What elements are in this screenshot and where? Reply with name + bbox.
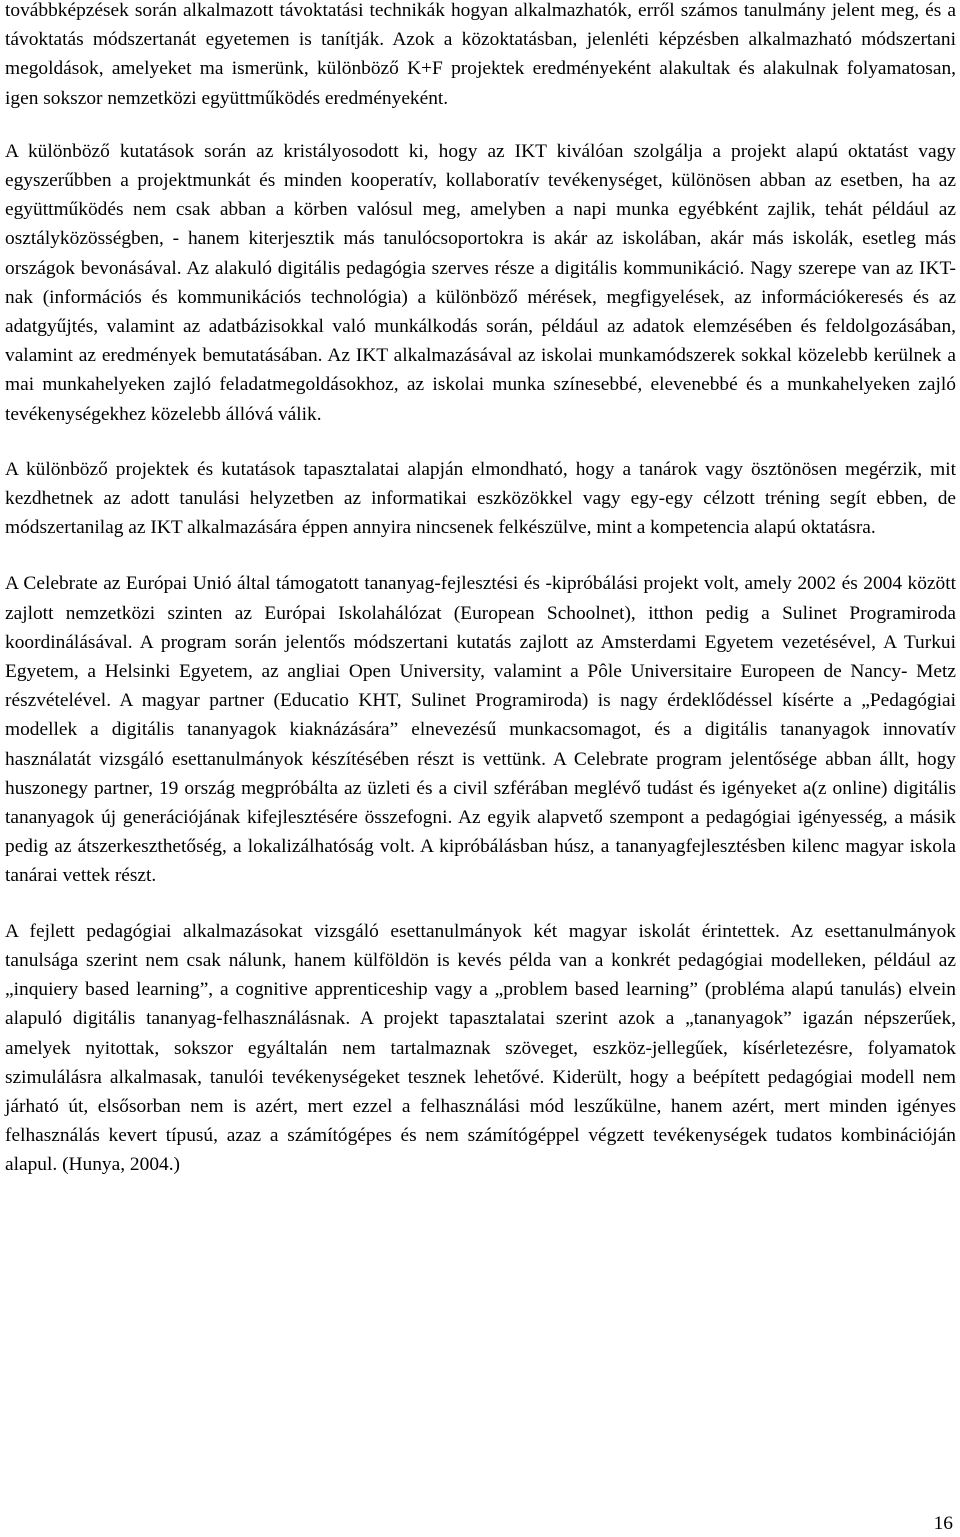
paragraph-4: A Celebrate az Európai Unió által támogatott tananyag-fejlesztési és -kipróbálási projekt volt, amely 2002 és 2004 között zajlott nemzetközi szinten az Európai Iskolahálózat (European Schoolnet), itthon pedig a Sulinet Programiroda koordinálásával. A program során jelentős módszertani kutatás zajlott az Amsterdami Egyetem vezetésével, A Turkui Egyetem, a Helsinki Egyetem, az angliai Open University, valamint a Pôle Universitaire Europeen de Nancy- Metz részvételével. A magyar partner (Educatio KHT, Sulinet Programiroda) is nagy érdeklődéssel kísérte a „Pedagógiai modellek a digitális tananyagok kiaknázására” elnevezésű munkacsomagot, és a digitális tananyagok innovatív használatát vizsgáló esettanulmányok készítésében részt is vettünk. A Celebrate program jelentősége abban állt, hogy huszonegy partner, 19 ország megpróbálta az üzleti és a civil szférában meglévő tudást és igényeket a(z online) digitális tananyagok új generációjának kifejlesztésére összefogni. Az egyik alapvető szempont a pedagógiai igényesség, a másik pedig az átszerkeszthetőség, a lokalizálhatóság volt. A kipróbálásban húsz, a tananyagfejlesztésben kilenc magyar iskola tanárai vettek részt. <box>5 573 956 887</box>
document-page <box>5 0 956 1180</box>
paragraph-5: A fejlett pedagógiai alkalmazásokat vizsgáló esettanulmányok két magyar iskolát érintettek. Az esettanulmányok tanulsága szerint nem csak nálunk, hanem külföldön is kevés példa van a konkrét pedagógiai modelleken, például az „inquiery based learning”, a cognitive apprenticeship vagy a „problem based learning” (probléma alapú tanulás) elvein alapuló digitális tananyag-felhasználásnak. A projekt tapasztalatai szerint azok a „tananyagok” igazán népszerűek, amelyek nyitottak, sokszor egyáltalán nem tartalmaznak szöveget, eszköz-jellegűek, kísérletezésre, folyamatok szimulálásra alkalmasak, tanulói tevékenységeket tesznek lehetővé. Kiderült, hogy a beépített pedagógiai modell nem járható út, elsősorban nem is azért, mert ezzel a felhasználási mód leszűkülne, hanem azért, mert minden igényes felhasználás kevert típusú, azaz a számítógépes és nem számítógéppel végzett tevékenységek tudatos kombinációján alapul. (Hunya, 2004.) <box>5 920 956 1176</box>
paragraph-2: A különböző kutatások során az kristályosodott ki, hogy az IKT kiválóan szolgálja a projekt alapú oktatást vagy egyszerűbben a projektmunkát és minden kooperatív, kollaboratív tevékenységet, különösen abban az esetben, ha az együttműködés nem csak abban a körben valósul meg, amelyben a napi munka egyébként zajlik, tehát például az osztályközösségben, - hanem kiterjesztik más tanulócsoportokra is akár az iskolában, akár más iskolák, esetleg más országok bevonásával. Az alakuló digitális pedagógia szerves része a digitális kommunikáció. Nagy szerepe van az IKT-nak (információs és kommunikációs technológia) a különböző mérések, megfigyelések, az információkeresés és az adatgyűjtés, valamint az adatbázisokkal való munkálkodás során, például az adatok elemzésében és feldolgozásában, valamint az eredmények bemutatásában. Az IKT alkalmazásával az iskolai munkamódszerek sokkal közelebb kerülnek a mai munkahelyeken zajló feladatmegoldásokhoz, az iskolai munka színesebbé, elevenebbé és a munkahelyeken zajló tevékenységekhez közelebb állóvá válik. <box>5 140 956 425</box>
paragraph-3: A különböző projektek és kutatások tapasztalatai alapján elmondható, hogy a tanárok vagy ösztönösen megérzik, mit kezdhetnek az adott tanulási helyzetben az informatikai eszközökkel vagy egy-egy célzott tréning segít ebben, de módszertanilag az IKT alkalmazására éppen annyira nincsenek felkészülve, mint a kompetencia alapú oktatásra. <box>5 458 956 539</box>
paragraph-1: továbbképzések során alkalmazott távoktatási technikák hogyan alkalmazhatók, erről számos tanulmány jelent meg, és a távoktatás módszertanát egyetemen is tanítják. Azok a közoktatásban, jelenléti képzésben alkalmazható módszertani megoldások, amelyeket ma ismerünk, különböző K+F projektek eredményeként alakultak és alakulnak folyamatosan, igen sokszor nemzetközi együttműködés eredményeként. <box>5 0 956 109</box>
page-number: 16 <box>933 1513 953 1534</box>
